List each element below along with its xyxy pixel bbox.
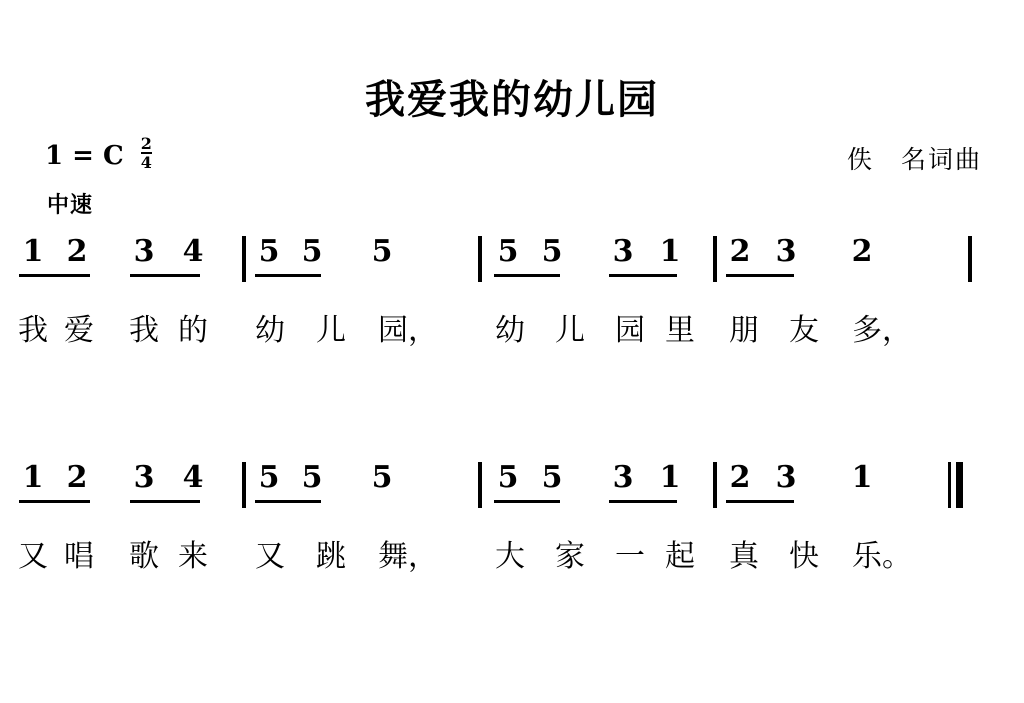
lyric-syllable: 一: [615, 539, 645, 574]
lyric-syllable: 多，: [852, 313, 912, 348]
beam-underline: [726, 500, 794, 503]
page-title: 我爱我的幼儿园: [365, 76, 659, 123]
note: 5: [497, 234, 519, 269]
time-signature-numerator: 2: [140, 134, 152, 153]
note: 5: [541, 234, 563, 269]
lyric-syllable: 快: [789, 539, 819, 574]
note: 5: [258, 460, 280, 495]
lyric-syllable: 儿: [316, 313, 346, 348]
lyric-syllable: 跳: [316, 539, 346, 574]
note: 5: [371, 234, 393, 269]
note: 2: [66, 460, 88, 495]
note: 1: [659, 460, 681, 495]
lyric-syllable: 舞，: [378, 539, 438, 574]
beam-underline: [726, 274, 794, 277]
lyric-syllable: 大: [495, 539, 525, 574]
note: 1: [659, 234, 681, 269]
note: 5: [541, 460, 563, 495]
lyric-syllable: 歌: [129, 539, 159, 574]
beam-underline: [494, 500, 560, 503]
barline: [242, 462, 246, 508]
lyric-syllable: 家: [555, 539, 585, 574]
beam-underline: [130, 500, 200, 503]
note: 5: [301, 460, 323, 495]
barline: [713, 462, 717, 508]
time-signature: [141, 136, 152, 171]
note: 3: [133, 234, 155, 269]
lyric-syllable: 又: [255, 539, 285, 574]
lyric-syllable: 里: [665, 313, 695, 348]
beam-underline: [19, 500, 90, 503]
note: 2: [729, 234, 751, 269]
lyric-syllable: 来: [178, 539, 208, 574]
lyric-syllable: 爱: [64, 313, 94, 348]
lyric-syllable: 朋: [729, 313, 759, 348]
note: 1: [22, 460, 44, 495]
lyric-syllable: 的: [178, 313, 208, 348]
beam-underline: [494, 274, 560, 277]
music-system-1: [0, 236, 1024, 386]
note: 5: [258, 234, 280, 269]
key-signature: [45, 134, 152, 173]
note: 3: [133, 460, 155, 495]
lyric-syllable: 乐。: [852, 539, 912, 574]
note: 4: [182, 460, 204, 495]
beam-underline: [130, 274, 200, 277]
note: 3: [775, 460, 797, 495]
composer-credit: 佚 名词曲: [846, 145, 982, 174]
note: 3: [775, 234, 797, 269]
lyric-syllable: 真: [729, 539, 759, 574]
barline: [968, 236, 972, 282]
lyric-syllable: 友: [789, 313, 819, 348]
note: 3: [612, 460, 634, 495]
note: 2: [66, 234, 88, 269]
note: 1: [22, 234, 44, 269]
lyric-syllable: 唱: [64, 539, 94, 574]
key-signature-label: 1 = C: [45, 140, 124, 171]
note: 4: [182, 234, 204, 269]
beam-underline: [255, 274, 321, 277]
note: 5: [301, 234, 323, 269]
note: 2: [851, 234, 873, 269]
lyric-syllable: 儿: [555, 313, 585, 348]
beam-underline: [19, 274, 90, 277]
beam-underline: [609, 500, 677, 503]
time-signature-denominator: 4: [140, 153, 152, 172]
note-row-1: [0, 236, 1024, 286]
beam-underline: [255, 500, 321, 503]
lyric-syllable: 园，: [378, 313, 438, 348]
barline: [713, 236, 717, 282]
lyric-syllable: 我: [18, 313, 48, 348]
note: 5: [371, 460, 393, 495]
lyric-row-1: [0, 314, 1024, 358]
lyric-syllable: 又: [18, 539, 48, 574]
note: 1: [851, 460, 873, 495]
barline: [242, 236, 246, 282]
beam-underline: [609, 274, 677, 277]
lyric-row-2: [0, 540, 1024, 584]
lyric-syllable: 幼: [495, 313, 525, 348]
lyric-syllable: 我: [129, 313, 159, 348]
lyric-syllable: 幼: [255, 313, 285, 348]
lyric-syllable: 园: [615, 313, 645, 348]
lyric-syllable: 起: [665, 539, 695, 574]
note: 5: [497, 460, 519, 495]
note: 2: [729, 460, 751, 495]
final-barline-thin: [948, 462, 951, 508]
barline: [478, 462, 482, 508]
music-system-2: [0, 462, 1024, 612]
final-barline-thick: [956, 462, 963, 508]
tempo-marking: 中速: [47, 192, 94, 218]
note: 3: [612, 234, 634, 269]
note-row-2: [0, 462, 1024, 512]
barline: [478, 236, 482, 282]
